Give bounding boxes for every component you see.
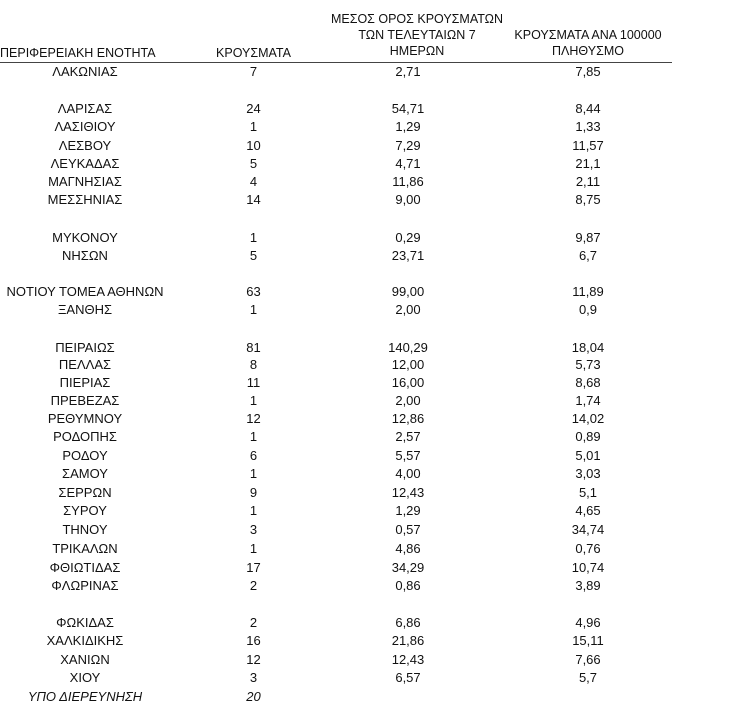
table-row: [0, 374, 700, 392]
cases-cell: 24: [246, 101, 261, 116]
cases-cell: 1: [249, 302, 258, 317]
region-cell: ΡΕΘΥΜΝΟΥ: [47, 411, 123, 426]
region-cell: ΦΛΩΡΙΝΑΣ: [51, 578, 119, 593]
cases-cell: 2: [249, 615, 258, 630]
header-cases-label: ΚΡΟΥΣΜΑΤΑ: [216, 46, 291, 60]
table-row: [0, 301, 700, 319]
table-row: [0, 465, 700, 483]
per100k-cell: 9,87: [575, 230, 601, 245]
avg7-cell: 21,86: [391, 633, 425, 648]
cases-cell: 2: [249, 578, 258, 593]
table-row: [0, 428, 700, 446]
per100k-cell: 11,89: [572, 284, 604, 299]
cases-cell: 1: [249, 503, 258, 518]
table-row: [0, 521, 700, 539]
cases-cell: 3: [249, 670, 258, 685]
region-cell: ΡΟΔΟΥ: [62, 448, 108, 463]
table-row: [0, 63, 700, 81]
header-avg7-line2: ΤΩΝ ΤΕΛΕΥΤΑΙΩΝ 7: [358, 28, 476, 42]
per100k-cell: 18,04: [571, 340, 605, 355]
region-cell: ΣΥΡΟΥ: [63, 503, 107, 518]
table-row: [0, 155, 700, 173]
per100k-cell: 5,73: [575, 357, 601, 372]
table-row: [0, 118, 700, 136]
per100k-cell: 8,44: [575, 101, 601, 116]
cases-cell: 4: [249, 174, 258, 189]
region-cell: ΥΠΟ ΔΙΕΡΕΥΝΗΣΗ: [27, 689, 143, 704]
per100k-cell: 5,7: [578, 670, 598, 685]
avg7-cell: 7,29: [395, 138, 421, 153]
avg7-cell: 54,71: [391, 101, 425, 116]
avg7-cell: 34,29: [391, 560, 425, 575]
per100k-cell: 15,11: [572, 633, 604, 648]
per100k-cell: 14,02: [571, 411, 605, 426]
table-row: [0, 484, 700, 502]
region-cell: ΛΑΣΙΘΙΟΥ: [54, 119, 116, 134]
per100k-cell: 21,1: [575, 156, 601, 171]
region-cell: ΠΕΛΛΑΣ: [58, 357, 112, 372]
header-avg7: [322, 11, 512, 59]
avg7-cell: 11,86: [392, 174, 424, 189]
per100k-cell: 1,74: [575, 393, 601, 408]
per100k-cell: 5,1: [578, 485, 598, 500]
per100k-cell: 4,96: [575, 615, 601, 630]
header-per100k-line1: ΚΡΟΥΣΜΑΤΑ ΑΝΑ 100000: [514, 28, 662, 42]
header-per100k-line2: ΠΛΗΘΥΣΜΟ: [552, 44, 624, 58]
region-cell: ΛΕΣΒΟΥ: [58, 138, 112, 153]
table-row: [0, 447, 700, 465]
avg7-cell: 6,57: [395, 670, 421, 685]
avg7-cell: 140,29: [388, 340, 428, 355]
table-row: [0, 540, 700, 558]
cases-cell: 6: [249, 448, 258, 463]
table-row: [0, 614, 700, 632]
per100k-cell: 11,57: [572, 138, 604, 153]
per100k-cell: 1,33: [575, 119, 601, 134]
avg7-cell: 12,86: [391, 411, 425, 426]
table-row: [0, 339, 700, 357]
per100k-cell: 8,75: [575, 192, 601, 207]
table-row: [0, 688, 700, 706]
avg7-cell: 12,43: [391, 652, 425, 667]
table-row: [0, 392, 700, 410]
cases-cell: 5: [249, 248, 258, 263]
region-cell: ΠΡΕΒΕΖΑΣ: [50, 393, 120, 408]
cases-cell: 3: [249, 522, 258, 537]
avg7-cell: 1,29: [395, 503, 421, 518]
header-per100k: [498, 27, 678, 59]
region-cell: ΦΘΙΩΤΙΔΑΣ: [49, 560, 121, 575]
per100k-cell: 7,85: [575, 64, 601, 79]
table-row: [0, 632, 700, 650]
table-row: [0, 651, 700, 669]
avg7-cell: 0,57: [395, 522, 421, 537]
cases-cell: 10: [246, 138, 261, 153]
table-row: [0, 191, 700, 209]
cases-cell: 1: [249, 119, 258, 134]
cases-cell: 1: [249, 429, 258, 444]
per100k-cell: 3,89: [575, 578, 601, 593]
cases-cell: 5: [249, 156, 258, 171]
per100k-cell: 8,68: [575, 375, 601, 390]
region-cell: ΧΑΝΙΩΝ: [60, 652, 110, 667]
cases-cell: 11: [246, 375, 261, 390]
avg7-cell: 1,29: [395, 119, 421, 134]
region-cell: ΤΗΝΟΥ: [62, 522, 108, 537]
cases-cell: 1: [249, 541, 258, 556]
region-cell: ΣΕΡΡΩΝ: [58, 485, 112, 500]
table-row: [0, 283, 700, 301]
region-cell: ΧΑΛΚΙΔΙΚΗΣ: [46, 633, 124, 648]
cases-cell: 12: [246, 652, 261, 667]
region-cell: ΛΑΡΙΣΑΣ: [57, 101, 113, 116]
table-row: [0, 100, 700, 118]
avg7-cell: 12,00: [391, 357, 425, 372]
region-cell: ΡΟΔΟΠΗΣ: [53, 429, 117, 444]
cases-cell: 63: [246, 284, 261, 299]
per100k-cell: 0,9: [578, 302, 598, 317]
cases-cell: 20: [246, 689, 261, 704]
header-region: [0, 45, 170, 61]
region-cell: ΜΥΚΟΝΟΥ: [52, 230, 118, 245]
avg7-cell: 0,86: [395, 578, 421, 593]
region-cell: ΣΑΜΟΥ: [62, 466, 108, 481]
avg7-cell: 2,71: [395, 64, 421, 79]
header-region-label: ΠΕΡΙΦΕΡΕΙΑΚΗ ΕΝΟΤΗΤΑ: [0, 46, 156, 60]
per100k-cell: 0,89: [575, 429, 601, 444]
avg7-cell: 2,57: [395, 429, 421, 444]
cases-cell: 12: [246, 411, 261, 426]
cases-cell: 81: [246, 340, 261, 355]
region-cell: ΠΙΕΡΙΑΣ: [59, 375, 111, 390]
avg7-cell: 16,00: [391, 375, 425, 390]
avg7-cell: 5,57: [395, 448, 421, 463]
table-row: [0, 247, 700, 265]
region-cell: ΝΗΣΩΝ: [62, 248, 108, 263]
per100k-cell: 5,01: [575, 448, 601, 463]
table-row: [0, 356, 700, 374]
header-avg7-line1: ΜΕΣΟΣ ΟΡΟΣ ΚΡΟΥΣΜΑΤΩΝ: [330, 12, 504, 26]
avg7-cell: 0,29: [395, 230, 421, 245]
cases-cell: 14: [246, 192, 261, 207]
region-cell: ΛΑΚΩΝΙΑΣ: [52, 64, 118, 79]
avg7-cell: 12,43: [391, 485, 425, 500]
cases-cell: 8: [249, 357, 258, 372]
per100k-cell: 4,65: [575, 503, 601, 518]
avg7-cell: 4,71: [395, 156, 421, 171]
cases-cell: 7: [249, 64, 258, 79]
per100k-cell: 34,74: [571, 522, 605, 537]
table-row: [0, 229, 700, 247]
table-row: [0, 502, 700, 520]
table-row: [0, 577, 700, 595]
avg7-cell: 2,00: [395, 393, 421, 408]
region-cell: ΜΑΓΝΗΣΙΑΣ: [48, 174, 122, 189]
region-cell: ΠΕΙΡΑΙΩΣ: [55, 340, 115, 355]
avg7-cell: 23,71: [391, 248, 425, 263]
per100k-cell: 2,11: [575, 174, 601, 189]
cases-cell: 9: [249, 485, 258, 500]
per100k-cell: 6,7: [578, 248, 598, 263]
avg7-cell: 6,86: [395, 615, 421, 630]
region-cell: ΜΕΣΣΗΝΙΑΣ: [47, 192, 123, 207]
region-cell: ΦΩΚΙΔΑΣ: [56, 615, 114, 630]
cases-cell: 16: [246, 633, 261, 648]
table-row: [0, 559, 700, 577]
avg7-cell: 9,00: [395, 192, 421, 207]
avg7-cell: 4,00: [395, 466, 421, 481]
avg7-cell: 4,86: [395, 541, 421, 556]
cases-cell: 17: [246, 560, 261, 575]
header-cases: [196, 45, 311, 61]
cases-cell: 1: [249, 230, 258, 245]
table-row: [0, 173, 700, 191]
region-cell: ΤΡΙΚΑΛΩΝ: [52, 541, 118, 556]
table-row: [0, 137, 700, 155]
region-cell: ΞΑΝΘΗΣ: [57, 302, 113, 317]
avg7-cell: 2,00: [395, 302, 421, 317]
per100k-cell: 3,03: [575, 466, 601, 481]
per100k-cell: 0,76: [575, 541, 601, 556]
avg7-cell: 99,00: [391, 284, 425, 299]
table-row: [0, 410, 700, 428]
per100k-cell: 10,74: [571, 560, 605, 575]
region-cell: ΛΕΥΚΑΔΑΣ: [50, 156, 120, 171]
region-cell: ΧΙΟΥ: [69, 670, 101, 685]
cases-cell: 1: [249, 466, 258, 481]
table-row: [0, 669, 700, 687]
cases-cell: 1: [249, 393, 258, 408]
header-avg7-line3: ΗΜΕΡΩΝ: [389, 44, 445, 58]
per100k-cell: 7,66: [575, 652, 601, 667]
region-cell: ΝΟΤΙΟΥ ΤΟΜΕΑ ΑΘΗΝΩΝ: [6, 284, 164, 299]
